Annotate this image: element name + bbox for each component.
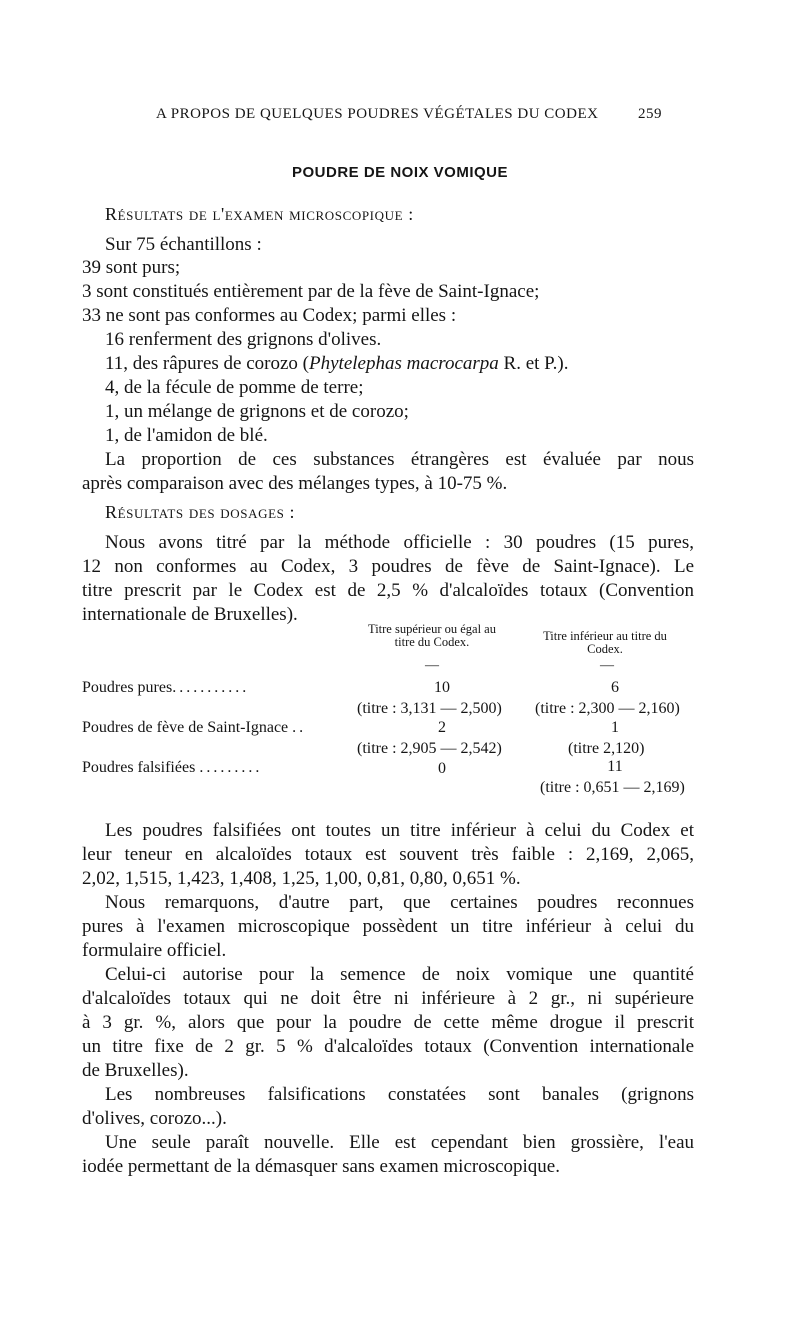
dosages-line: 12 non conformes au Codex, 3 poudres de fève de Saint-Ignace). Le	[82, 556, 694, 577]
body-line: iodée permettant de la démasquer sans examen microscopique.	[82, 1156, 560, 1177]
body-line: d'alcaloïdes totaux qui ne doit être ni inférieure à 2 gr., ni supérieure	[82, 988, 694, 1009]
table-cell-count: 0	[438, 760, 446, 777]
dot-leader: ...........	[172, 679, 250, 696]
body-line: Celui-ci autorise pour la semence de noix vomique une quantité	[105, 964, 694, 985]
table-cell-range: (titre : 0,651 — 2,169)	[540, 779, 685, 796]
running-title: A PROPOS DE QUELQUES POUDRES VÉGÉTALES DU CODEX	[156, 106, 599, 122]
body-line: 2,02, 1,515, 1,423, 1,408, 1,25, 1,00, 0,81, 0,80, 0,651 %.	[82, 868, 521, 889]
dot-leader: .........	[199, 759, 263, 776]
table-col1-rule: —	[425, 658, 439, 673]
species-name: Phytelephas macrocarpa	[309, 353, 499, 374]
page-number: 259	[638, 106, 662, 122]
row-label-text: Poudres falsifiées	[82, 759, 196, 776]
table-cell-range: (titre : 2,300 — 2,160)	[535, 700, 680, 717]
dosages-heading: Résultats des dosages :	[105, 502, 296, 522]
micro-line: 16 renferment des grignons d'olives.	[105, 329, 382, 350]
body-line: d'olives, corozo...).	[82, 1108, 227, 1129]
table-col2-header: Titre inférieur au titre du Codex.	[543, 629, 667, 656]
body-line: leur teneur en alcaloïdes totaux est souvent très faible : 2,169, 2,065,	[82, 844, 694, 865]
body-line: à 3 gr. %, alors que pour la poudre de cette même drogue il prescrit	[82, 1012, 694, 1033]
body-line: Les poudres falsifiées ont toutes un titre inférieur à celui du Codex et	[105, 820, 694, 841]
table-row-label	[82, 679, 249, 697]
body-line: pures à l'examen microscopique possèdent un titre inférieur à celui du	[82, 916, 694, 937]
table-cell-range: (titre 2,120)	[568, 740, 645, 757]
micro-line: 4, de la fécule de pomme de terre;	[105, 377, 364, 398]
dosages-line: internationale de Bruxelles).	[82, 604, 298, 625]
micro-line-text: 11, des râpures de corozo (	[105, 353, 309, 374]
proportion-line: après comparaison avec des mélanges types, à 10-75 %.	[82, 473, 508, 494]
table-cell-count: 6	[611, 679, 619, 696]
body-line: un titre fixe de 2 gr. 5 % d'alcaloïdes totaux (Convention internationale	[82, 1036, 694, 1057]
table-col1-header: Titre supérieur ou égal au titre du Codex.	[368, 622, 496, 649]
body-line: Les nombreuses falsifications constatées sont banales (grignons	[105, 1084, 694, 1105]
dot-leader: ..	[292, 719, 307, 736]
table-cell-count: 10	[434, 679, 450, 696]
table-cell-count: 11	[607, 758, 623, 775]
table-cell-count: 2	[438, 719, 446, 736]
body-line: Une seule paraît nouvelle. Elle est cependant bien grossière, l'eau	[105, 1132, 694, 1153]
row-label-text: Poudres de fève de Saint-Ignace	[82, 719, 289, 736]
micro-line: Sur 75 échantillons :	[105, 234, 262, 255]
table-cell-range: (titre : 3,131 — 2,500)	[357, 700, 502, 717]
micro-line: 1, un mélange de grignons et de corozo;	[105, 401, 409, 422]
proportion-line: La proportion de ces substances étrangères est évaluée par nous	[105, 449, 694, 470]
section-title: POUDRE DE NOIX VOMIQUE	[291, 164, 509, 181]
dosages-line: titre prescrit par le Codex est de 2,5 % d'alcaloïdes totaux (Convention	[82, 580, 694, 601]
table-row-label	[82, 719, 306, 737]
dosages-line: Nous avons titré par la méthode officielle : 30 poudres (15 pures,	[105, 532, 694, 553]
table-col2-rule: —	[600, 658, 614, 673]
body-line: formulaire officiel.	[82, 940, 227, 961]
table-row-label	[82, 759, 262, 777]
micro-heading: Résultats de l'examen microscopique :	[105, 204, 414, 224]
micro-line-corozo	[105, 353, 568, 375]
micro-line: 39 sont purs;	[82, 257, 181, 278]
micro-line: 1, de l'amidon de blé.	[105, 425, 268, 446]
row-label-text: Poudres pures	[82, 679, 173, 696]
micro-line: 33 ne sont pas conformes au Codex; parmi elles :	[82, 305, 457, 326]
micro-line: 3 sont constitués entièrement par de la fève de Saint-Ignace;	[82, 281, 540, 302]
table-cell-count: 1	[611, 719, 619, 736]
micro-line-text: R. et P.).	[498, 353, 569, 374]
body-line: de Bruxelles).	[82, 1060, 189, 1081]
body-line: Nous remarquons, d'autre part, que certaines poudres reconnues	[105, 892, 694, 913]
table-cell-range: (titre : 2,905 — 2,542)	[357, 740, 502, 757]
